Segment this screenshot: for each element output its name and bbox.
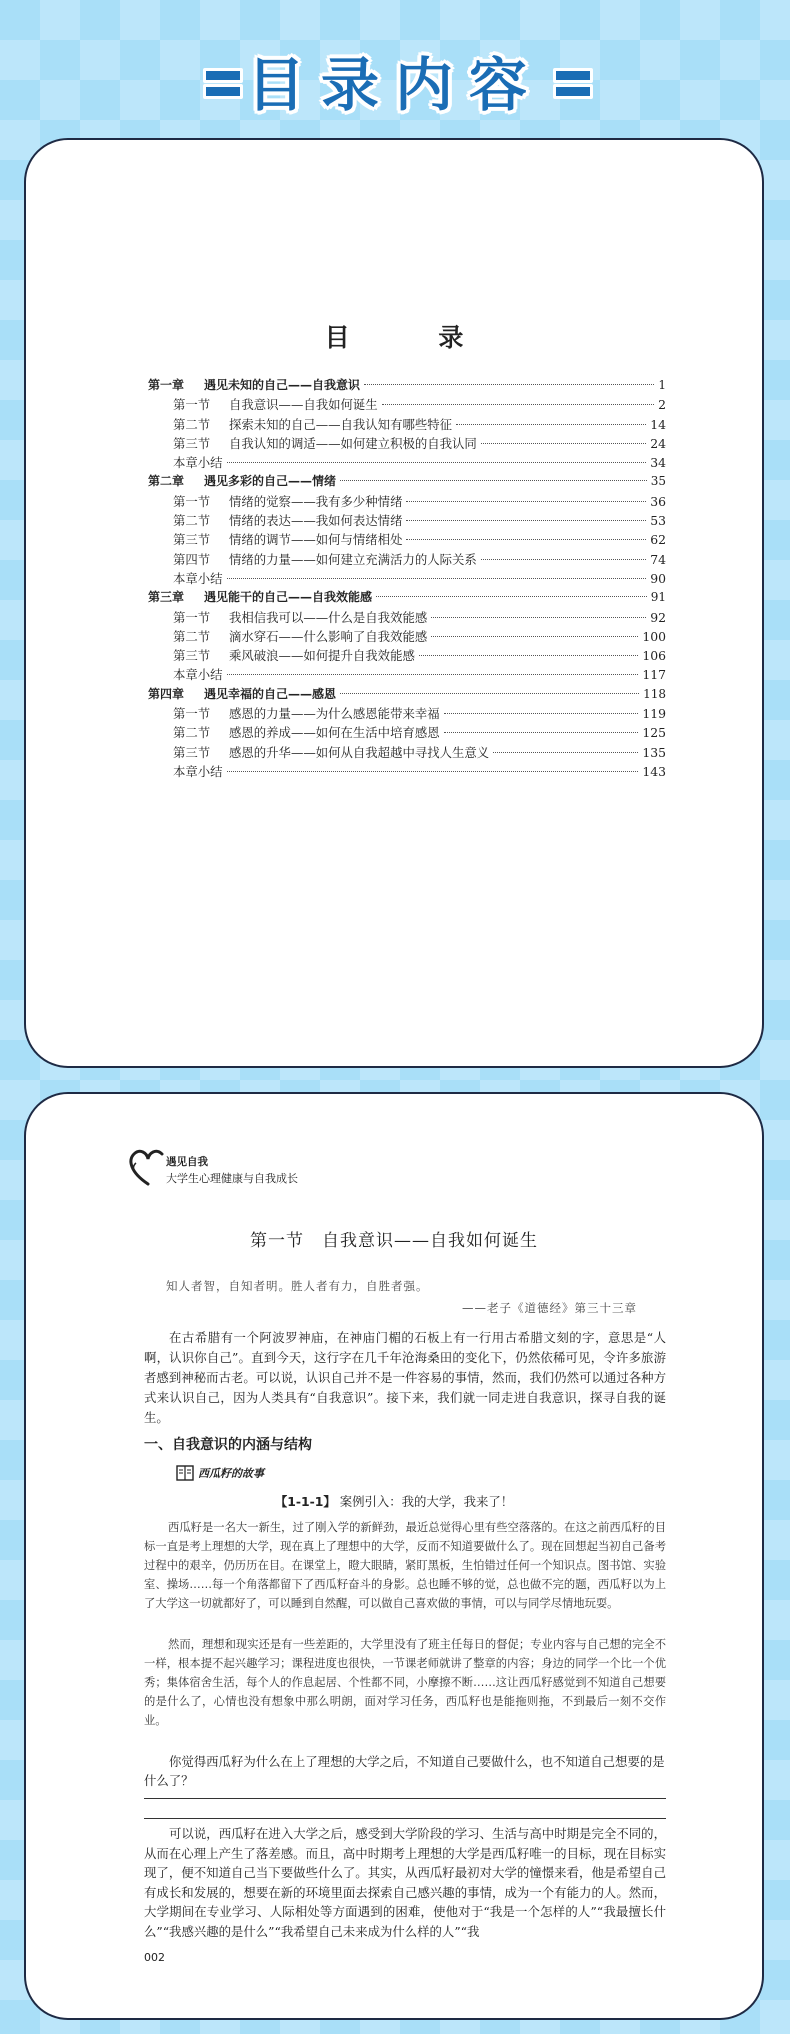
- toc-section-number: 第一节: [173, 706, 211, 722]
- toc-page-number: 14: [650, 416, 666, 432]
- page-preview-card: [24, 1092, 764, 2020]
- toc-leader-dots: [406, 501, 646, 502]
- story-paragraph-1: 西瓜籽是一名大一新生，过了刚入学的新鲜劲，最近总觉得心里有些空落落的。在这之前西瓜籽的目标一直是考上理想的大学，现在真上了理想中的大学，反而不知道要做什么了。现在回想起当初自己备考过程中的艰辛，仍历历在目。在课堂上，瞪大眼睛，紧盯黑板，生怕错过任何一个知识点。图书馆、实验室、操场……每一个角落都留下了西瓜籽奋斗的身影。总也睡不够的觉，总也做不完的题，西瓜籽以为上了大学这一切就都好了，可以睡到自然醒，可以做自己喜欢做的事情，可以与同学尽情地玩耍。: [144, 1521, 666, 1610]
- toc-entry-title: 本章小结: [173, 570, 223, 586]
- toc-section-number: 第三节: [173, 532, 211, 548]
- toc-section-number: 第一节: [173, 493, 211, 509]
- toc-leader-dots: [227, 578, 647, 579]
- toc-chapter-row: [148, 685, 666, 704]
- header-series-title: 遇见自我: [166, 1156, 208, 1168]
- toc-page-number: 92: [650, 609, 666, 625]
- intro-paragraph: 在古希腊有一个阿波罗神庙，在神庙门楣的石板上有一行用古希腊文刻的字，意思是“人啊，认识你自己”。直到今天，这行字在几千年沧海桑田的变化下，仍然依稀可见，令许多旅游者感到神秘而古老。可以说，认识自己并不是一件容易的事情，然而，我们仍然可以通过各种方式来认识自己，因为人类具有“自我意识”。接下来，我们就一同走进自我意识，探寻自我的诞生。: [144, 1330, 666, 1425]
- toc-page-number: 125: [642, 725, 666, 741]
- toc-section-row: [148, 434, 666, 453]
- toc-title: 目 录: [324, 323, 504, 352]
- story-label: 西瓜籽的故事: [198, 1467, 264, 1480]
- toc-entry-title: 遇见多彩的自己——情绪: [204, 474, 337, 489]
- toc-leader-dots: [406, 520, 646, 521]
- toc-chapter-row: [148, 588, 666, 607]
- toc-section-row: [148, 550, 666, 569]
- banner: [0, 0, 790, 140]
- epigraph-source: ——老子《道德经》第三十三章: [462, 1301, 637, 1315]
- toc-entry-title: 情绪的调节——如何与情绪相处: [229, 532, 403, 548]
- toc-section-number: 第二节: [173, 513, 211, 529]
- toc-section-number: 第四章: [148, 686, 185, 701]
- toc-entry-title: 自我认知的调适——如何建立积极的自我认同: [229, 435, 477, 451]
- toc-page-number: 90: [650, 570, 666, 586]
- toc-section-number: 第一节: [173, 397, 211, 413]
- toc-leader-dots: [444, 732, 639, 733]
- toc-leader-dots: [227, 674, 639, 675]
- toc-leader-dots: [364, 384, 654, 385]
- toc-entry-title: 本章小结: [173, 763, 223, 779]
- toc-section-number: 第三章: [148, 590, 185, 605]
- toc-leader-dots: [493, 752, 638, 753]
- toc-page-number: 74: [650, 551, 666, 567]
- toc-entry-title: 本章小结: [173, 455, 223, 471]
- header-book-title: 大学生心理健康与自我成长: [166, 1172, 298, 1185]
- toc-entry-title: 遇见未知的自己——自我意识: [204, 378, 361, 392]
- toc-page-number: 62: [650, 532, 666, 548]
- toc-section-row: [148, 395, 666, 414]
- toc-section-number: 第三节: [173, 435, 211, 451]
- toc-page-number: 135: [642, 744, 666, 760]
- divider-top: [144, 1798, 666, 1799]
- toc-leader-dots: [431, 636, 638, 637]
- story-paragraph-2: 然而，理想和现实还是有一些差距的，大学里没有了班主任每日的督促；专业内容与自己想的完全不一样，根本提不起兴趣学习；课程进度也很快，一节课老师就讲了整章的内容；身边的同学一个比一个优秀；集体宿舍生活，每个人的作息起居、个性都不同，小摩擦不断……这让西瓜籽感觉到不知道自己想要的是什么了，心情也没有想象中那么明朗，面对学习任务，西瓜籽也是能拖则拖，不到最后一刻不交作业。: [144, 1638, 666, 1727]
- toc-section-row: [148, 415, 666, 434]
- toc-section-row: [148, 723, 666, 742]
- toc-section-number: 第四节: [173, 551, 211, 567]
- case-code: 【1-1-1】: [274, 1494, 336, 1509]
- toc-chapter-row: [148, 472, 666, 491]
- toc-section-number: 第二节: [173, 628, 211, 644]
- book-icon: [176, 1465, 194, 1481]
- toc-page-number: 119: [642, 706, 666, 722]
- analysis-paragraph: 可以说，西瓜籽在进入大学之后，感受到大学阶段的学习、生活与高中时期是完全不同的，从而在心理上产生了落差感。而且，高中时期考上理想的大学是西瓜籽唯一的目标，现在目标实现了，便不知道自己当下要做些什么了。其实，从西瓜籽最初对大学的憧憬来看，他是希望自己有成长和发展的，想要在新的环境里面去探索自己感兴趣的事情，成为一个有能力的人。然而，大学期间在专业学习、人际相处等方面遇到的困难，使他对于“我是一个怎样的人”“我最擅长什么”“我感兴趣的是什么”“我希望自己未来成为什么样的人”“我: [144, 1826, 666, 1939]
- reflection-question: 你觉得西瓜籽为什么在上了理想的大学之后，不知道自己要做什么，也不知道自己想要的是什么了？: [144, 1754, 665, 1788]
- toc-section-number: 第一章: [148, 378, 185, 392]
- toc-page-number: 91: [650, 590, 666, 605]
- toc-entry-title: 感恩的力量——为什么感恩能带来幸福: [229, 706, 440, 722]
- toc-section-row: [148, 762, 666, 781]
- toc-page-number: 2: [658, 397, 666, 413]
- toc-section-row: [148, 453, 666, 472]
- banner-title-wrap: [0, 38, 790, 122]
- page-number: 002: [144, 1951, 165, 1964]
- toc-section-number: 第三节: [173, 744, 211, 760]
- section-title: 第一节 自我意识——自我如何诞生: [250, 1231, 538, 1251]
- toc-entry-title: 情绪的表达——我如何表达情绪: [229, 513, 403, 529]
- toc-section-row: [148, 608, 666, 627]
- toc-section-row: [148, 627, 666, 646]
- heart-logo-icon: [126, 1144, 170, 1190]
- toc-entry-title: 滴水穿石——什么影响了自我效能感: [229, 628, 428, 644]
- toc-page-number: 35: [650, 474, 666, 489]
- equals-right-icon: [553, 68, 587, 98]
- banner-title: 目录内容: [246, 51, 543, 119]
- case-title-text: 案例引入：我的大学，我来了！: [339, 1494, 514, 1509]
- toc-leader-dots: [340, 693, 639, 694]
- toc-leader-dots: [376, 596, 647, 597]
- toc-section-row: [148, 665, 666, 684]
- toc-leader-dots: [431, 617, 646, 618]
- toc-leader-dots: [382, 404, 654, 405]
- toc-entry-title: 感恩的升华——如何从自我超越中寻找人生意义: [229, 744, 490, 760]
- toc-leader-dots: [456, 424, 646, 425]
- toc-leader-dots: [340, 480, 647, 481]
- toc-leader-dots: [444, 713, 639, 714]
- toc-page-number: 36: [650, 493, 666, 509]
- toc-leader-dots: [481, 559, 646, 560]
- toc-entry-title: 情绪的力量——如何建立充满活力的人际关系: [229, 551, 477, 567]
- equals-left-icon: [203, 68, 237, 98]
- toc-entry-title: 遇见能干的自己——自我效能感: [204, 590, 373, 605]
- case-title: [26, 1492, 762, 1510]
- toc-list: [148, 376, 666, 781]
- toc-page-number: 118: [643, 686, 666, 701]
- toc-section-row: [148, 569, 666, 588]
- toc-section-row: [148, 530, 666, 549]
- toc-section-row: [148, 511, 666, 530]
- toc-page-number: 1: [658, 378, 666, 392]
- toc-entry-title: 本章小结: [173, 667, 223, 683]
- toc-leader-dots: [419, 655, 638, 656]
- toc-entry-title: 我相信我可以——什么是自我效能感: [229, 609, 428, 625]
- toc-page-number: 143: [642, 763, 666, 779]
- toc-entry-title: 感恩的养成——如何在生活中培育感恩: [229, 725, 440, 741]
- toc-section-number: 第二章: [148, 474, 185, 489]
- toc-page-number: 106: [642, 648, 666, 664]
- toc-section-row: [148, 646, 666, 665]
- toc-page-number: 117: [642, 667, 666, 683]
- toc-entry-title: 遇见幸福的自己——感恩: [204, 686, 337, 701]
- toc-leader-dots: [227, 462, 647, 463]
- toc-section-row: [148, 492, 666, 511]
- toc-card: [24, 138, 764, 1068]
- toc-entry-title: 乘风破浪——如何提升自我效能感: [229, 648, 415, 664]
- toc-leader-dots: [481, 443, 646, 444]
- toc-page-number: 34: [650, 455, 666, 471]
- toc-chapter-row: [148, 376, 666, 395]
- toc-section-row: [148, 743, 666, 762]
- toc-page-number: 53: [650, 513, 666, 529]
- toc-page-number: 100: [642, 628, 666, 644]
- toc-leader-dots: [227, 771, 639, 772]
- toc-entry-title: 探索未知的自己——自我认知有哪些特征: [229, 416, 453, 432]
- toc-section-number: 第一节: [173, 609, 211, 625]
- subsection-heading: 一、自我意识的内涵与结构: [144, 1437, 312, 1453]
- epigraph-quote: 知人者智，自知者明。胜人者有力，自胜者强。: [166, 1279, 429, 1293]
- toc-page-number: 24: [650, 435, 666, 451]
- divider-bottom: [144, 1818, 666, 1819]
- toc-entry-title: 自我意识——自我如何诞生: [229, 397, 378, 413]
- toc-section-number: 第三节: [173, 648, 211, 664]
- toc-leader-dots: [406, 539, 646, 540]
- toc-section-number: 第二节: [173, 416, 211, 432]
- toc-section-row: [148, 704, 666, 723]
- toc-section-number: 第二节: [173, 725, 211, 741]
- toc-entry-title: 情绪的觉察——我有多少种情绪: [229, 493, 403, 509]
